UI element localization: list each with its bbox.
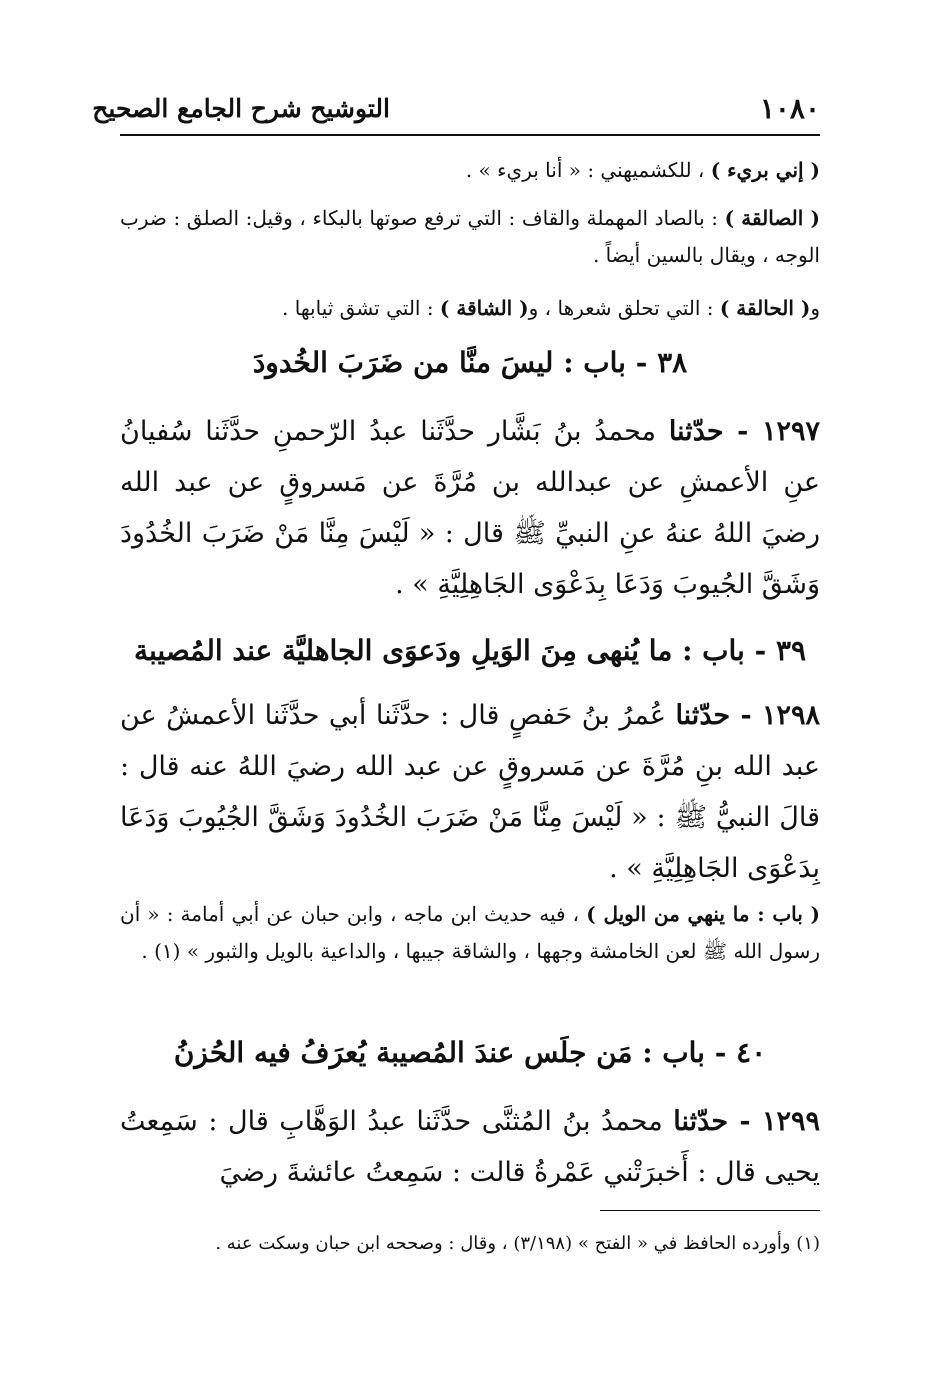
commentary-text: : التي تشق ثيابها .	[282, 296, 434, 320]
commentary-text: ، للكشميهني : « أنا بريء » .	[465, 158, 705, 182]
commentary-note	[120, 152, 820, 189]
chapter-heading: ٣٩ - باب : ما يُنهى مِنَ الوَيلِ ودَعوَى الجاهليَّة عند المُصيبة	[133, 634, 807, 667]
commentary-term: ( باب : ما ينهي من الويل )	[586, 902, 821, 926]
chapter-heading: ٣٨ - باب : ليسَ منَّا من ضَرَبَ الخُدودَ	[252, 346, 688, 379]
page-number: ١٠٨٠	[759, 92, 820, 125]
commentary-term: ( الحالقة )	[719, 296, 811, 320]
commentary-note	[120, 896, 820, 970]
hadith-body: محمدُ بنُ بَشَّار حدَّثَنا عبدُ الرّحمنِ حدَّثَنا سُفيانُ عنِ الأعمشِ عن عبدالله بن مُرَّةَ عن مَسروقٍ عن عبد الله رضيَ اللهُ عنهُ عنِ النبيِّ ﷺ قال : « لَيْسَ مِنَّا مَنْ ضَرَبَ الخُدُودَ وَشَقَّ الجُيوبَ وَدَعَا بِدَعْوَى الجَاهِلِيَّةِ » .	[120, 416, 820, 600]
commentary-text: و	[810, 296, 820, 320]
commentary-note	[120, 290, 820, 327]
hadith-text	[120, 690, 820, 894]
hadith-body: عُمرُ بنُ حَفصٍ قال : حدَّثَنا أبي حدَّثَنا الأعمشُ عن عبد الله بنِ مُرَّةَ عن مَسروقٍ عن عبد الله رضيَ اللهُ عنه قال : قالَ النبيُّ ﷺ : « لَيْسَ مِنَّا مَنْ ضَرَبَ الخُدُودَ وَشَقَّ الجُيُوبَ وَدَعَا بِدَعْوَى الجَاهِلِيَّةِ » .	[120, 700, 820, 884]
commentary-term: ( إني بريء )	[710, 158, 820, 182]
page-header	[92, 90, 820, 136]
hadith-number: ١٢٩٨ - حدّثنا	[675, 700, 820, 731]
commentary-text: : بالصاد المهملة والقاف : التي ترفع صوتها بالبكاء ، وقيل: الصلق : ضرب الوجه ، ويقال بالسين أيضاً .	[120, 206, 820, 267]
hadith-body: محمدُ بنُ المُثنَّى حدَّثَنا عبدُ الوَهَّابِ قال : سَمِعتُ يحيى قال : أَخبرَتْني عَمْرةُ قالت : سَمِعتُ عائشةَ رضيَ	[120, 1106, 820, 1188]
commentary-note	[120, 200, 820, 274]
commentary-term: ( الشاقة )	[439, 296, 529, 320]
hadith-text	[120, 1096, 820, 1198]
hadith-number: ١٢٩٩ - حدّثنا	[673, 1106, 820, 1137]
hadith-text	[120, 406, 820, 610]
footnote-divider	[600, 1210, 820, 1211]
book-title: التوشيح شرح الجامع الصحيح	[92, 94, 390, 123]
commentary-text: ، فيه حديث ابن ماجه ، وابن حبان عن أبي أمامة : « أن رسول الله ﷺ لعن الخامشة وجهها ، والشاقة جيبها ، والداعية بالويل والثبور » (١) .	[120, 902, 820, 963]
commentary-term: ( الصالقة )	[724, 206, 820, 230]
commentary-text: : التي تحلق شعرها ، و	[528, 296, 714, 320]
chapter-heading: ٤٠ - باب : مَن جلَس عندَ المُصيبة يُعرَفُ فيه الحُزنُ	[173, 1036, 767, 1069]
hadith-number: ١٢٩٧ - حدّثنا	[668, 416, 820, 447]
footnote: (١) وأورده الحافظ في « الفتح » (٣/١٩٨) ، وقال : وصححه ابن حبان وسكت عنه .	[215, 1233, 820, 1254]
